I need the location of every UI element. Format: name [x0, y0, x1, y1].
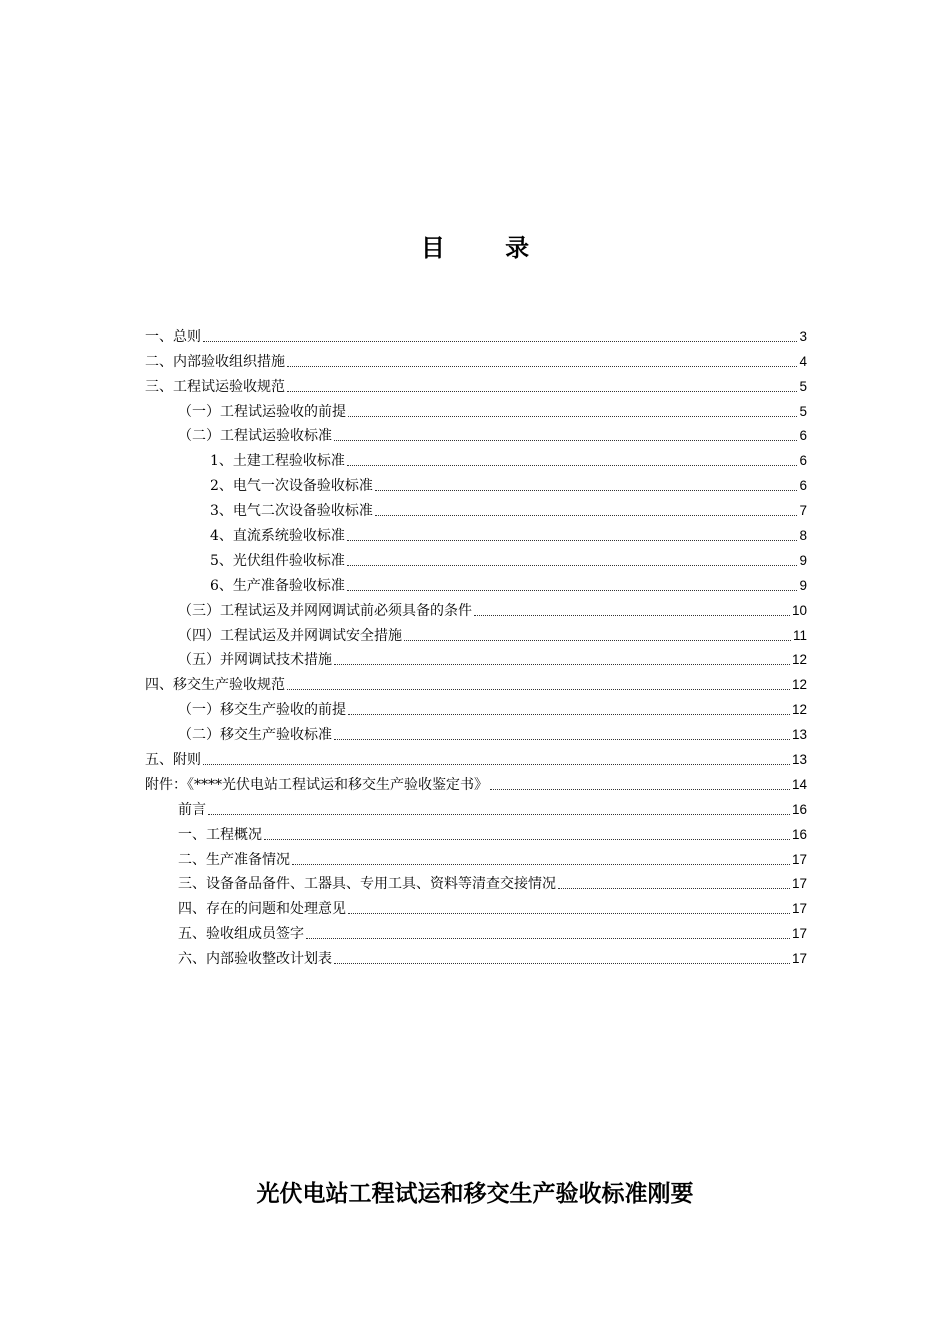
toc-entry[interactable] — [145, 870, 807, 895]
toc-dot-leader — [375, 490, 798, 491]
toc-entry[interactable] — [145, 695, 807, 720]
toc-entry[interactable] — [145, 397, 807, 422]
toc-entry-label: 五、附则 — [145, 752, 201, 769]
toc-entry-label: （一）工程试运验收的前提 — [178, 403, 346, 420]
toc-entry-page-number: 17 — [791, 901, 807, 917]
toc-entry-page-number: 12 — [791, 677, 807, 693]
toc-entry-label: 三、工程试运验收规范 — [145, 378, 285, 395]
toc-dot-leader — [404, 640, 791, 641]
toc-dot-leader — [347, 565, 798, 566]
toc-dot-leader — [334, 664, 790, 665]
toc-dot-leader — [334, 963, 790, 964]
toc-entry[interactable] — [145, 546, 807, 571]
toc-dot-leader — [203, 341, 797, 342]
toc-dot-leader — [347, 540, 798, 541]
toc-dot-leader — [490, 789, 790, 790]
toc-entry-label: 二、生产准备情况 — [178, 851, 290, 868]
toc-entry-page-number: 9 — [799, 552, 807, 568]
toc-entry[interactable] — [145, 670, 807, 695]
toc-entry-label: （一）移交生产验收的前提 — [178, 702, 346, 719]
toc-dot-leader — [348, 714, 790, 715]
toc-entry-label: 四、移交生产验收规范 — [145, 677, 285, 694]
toc-entry-page-number: 17 — [791, 851, 807, 867]
toc-entry-label: 6、生产准备验收标准 — [210, 577, 345, 594]
toc-entry[interactable] — [145, 745, 807, 770]
toc-entry-label: 2、电气一次设备验收标准 — [210, 478, 373, 495]
toc-entry[interactable] — [145, 646, 807, 671]
toc-entry-label: 1、土建工程验收标准 — [210, 453, 345, 470]
toc-entry-label: （二）工程试运验收标准 — [178, 428, 332, 445]
toc-entry-label: 四、存在的问题和处理意见 — [178, 901, 346, 918]
toc-entry-label: 4、直流系统验收标准 — [210, 528, 345, 545]
toc-entry-label: （五）并网调试技术措施 — [178, 652, 332, 669]
toc-entry-page-number: 3 — [799, 328, 807, 344]
toc-entry[interactable] — [145, 596, 807, 621]
toc-entry-page-number: 12 — [791, 702, 807, 718]
toc-entry-page-number: 17 — [791, 926, 807, 942]
toc-entry[interactable] — [145, 621, 807, 646]
toc-entry[interactable] — [145, 845, 807, 870]
toc-entry[interactable] — [145, 372, 807, 397]
toc-entry[interactable] — [145, 571, 807, 596]
toc-entry-page-number: 16 — [791, 801, 807, 817]
toc-entry[interactable] — [145, 820, 807, 845]
toc-dot-leader — [348, 416, 797, 417]
toc-entry-page-number: 9 — [799, 577, 807, 593]
toc-entry-page-number: 13 — [791, 752, 807, 768]
toc-entry[interactable] — [145, 795, 807, 820]
toc-dot-leader — [334, 739, 790, 740]
toc-dot-leader — [203, 764, 790, 765]
toc-entry[interactable] — [145, 471, 807, 496]
toc-entry[interactable] — [145, 446, 807, 471]
table-of-contents — [145, 322, 807, 969]
toc-entry-label: 一、总则 — [145, 328, 201, 345]
toc-entry-page-number: 5 — [799, 403, 807, 419]
toc-entry[interactable] — [145, 347, 807, 372]
toc-entry-label: 5、光伏组件验收标准 — [210, 552, 345, 569]
toc-entry[interactable] — [145, 919, 807, 944]
toc-entry-page-number: 6 — [799, 478, 807, 494]
toc-dot-leader — [306, 938, 790, 939]
toc-entry-label: 三、设备备品备件、工器具、专用工具、资料等清查交接情况 — [178, 876, 556, 893]
toc-entry-page-number: 4 — [799, 353, 807, 369]
toc-entry-label: 3、电气二次设备验收标准 — [210, 503, 373, 520]
toc-entry[interactable] — [145, 720, 807, 745]
toc-dot-leader — [375, 515, 798, 516]
toc-dot-leader — [347, 465, 798, 466]
toc-entry-page-number: 16 — [791, 826, 807, 842]
toc-entry-page-number: 17 — [791, 951, 807, 967]
toc-entry-label: 一、工程概况 — [178, 826, 262, 843]
toc-dot-leader — [292, 864, 790, 865]
toc-entry-label: （二）移交生产验收标准 — [178, 727, 332, 744]
toc-entry[interactable] — [145, 496, 807, 521]
toc-entry-page-number: 11 — [792, 627, 807, 643]
toc-entry-page-number: 7 — [799, 503, 807, 519]
toc-dot-leader — [474, 615, 790, 616]
toc-entry[interactable] — [145, 770, 807, 795]
toc-title: 目 录 — [420, 233, 556, 262]
toc-entry-page-number: 5 — [799, 378, 807, 394]
toc-entry-label: 六、内部验收整改计划表 — [178, 951, 332, 968]
toc-dot-leader — [287, 391, 797, 392]
toc-dot-leader — [334, 440, 797, 441]
document-heading: 光伏电站工程试运和移交生产验收标准刚要 — [256, 1180, 694, 1207]
toc-entry-label: 附件：《****光伏电站工程试运和移交生产验收鉴定书》 — [145, 776, 488, 793]
toc-dot-leader — [208, 814, 790, 815]
toc-entry[interactable] — [145, 944, 807, 969]
toc-entry-page-number: 17 — [791, 876, 807, 892]
toc-entry-page-number: 13 — [791, 727, 807, 743]
toc-entry-page-number: 6 — [799, 428, 807, 444]
toc-dot-leader — [287, 689, 790, 690]
toc-entry-page-number: 12 — [791, 652, 807, 668]
toc-entry-page-number: 8 — [799, 528, 807, 544]
toc-entry[interactable] — [145, 422, 807, 447]
toc-entry-label: 前言 — [178, 801, 206, 818]
toc-entry-page-number: 10 — [791, 602, 807, 618]
toc-dot-leader — [348, 913, 790, 914]
toc-entry-page-number: 6 — [799, 453, 807, 469]
toc-entry-page-number: 14 — [791, 776, 807, 792]
toc-dot-leader — [264, 839, 790, 840]
toc-dot-leader — [558, 888, 790, 889]
toc-entry[interactable] — [145, 322, 807, 347]
toc-entry-label: （三）工程试运及并网网调试前必须具备的条件 — [178, 602, 472, 619]
toc-entry[interactable] — [145, 894, 807, 919]
toc-dot-leader — [287, 366, 797, 367]
toc-entry-label: 五、验收组成员签字 — [178, 926, 304, 943]
toc-entry-label: （四）工程试运及并网调试安全措施 — [178, 627, 402, 644]
toc-dot-leader — [347, 590, 798, 591]
toc-entry-label: 二、内部验收组织措施 — [145, 353, 285, 370]
toc-entry[interactable] — [145, 521, 807, 546]
